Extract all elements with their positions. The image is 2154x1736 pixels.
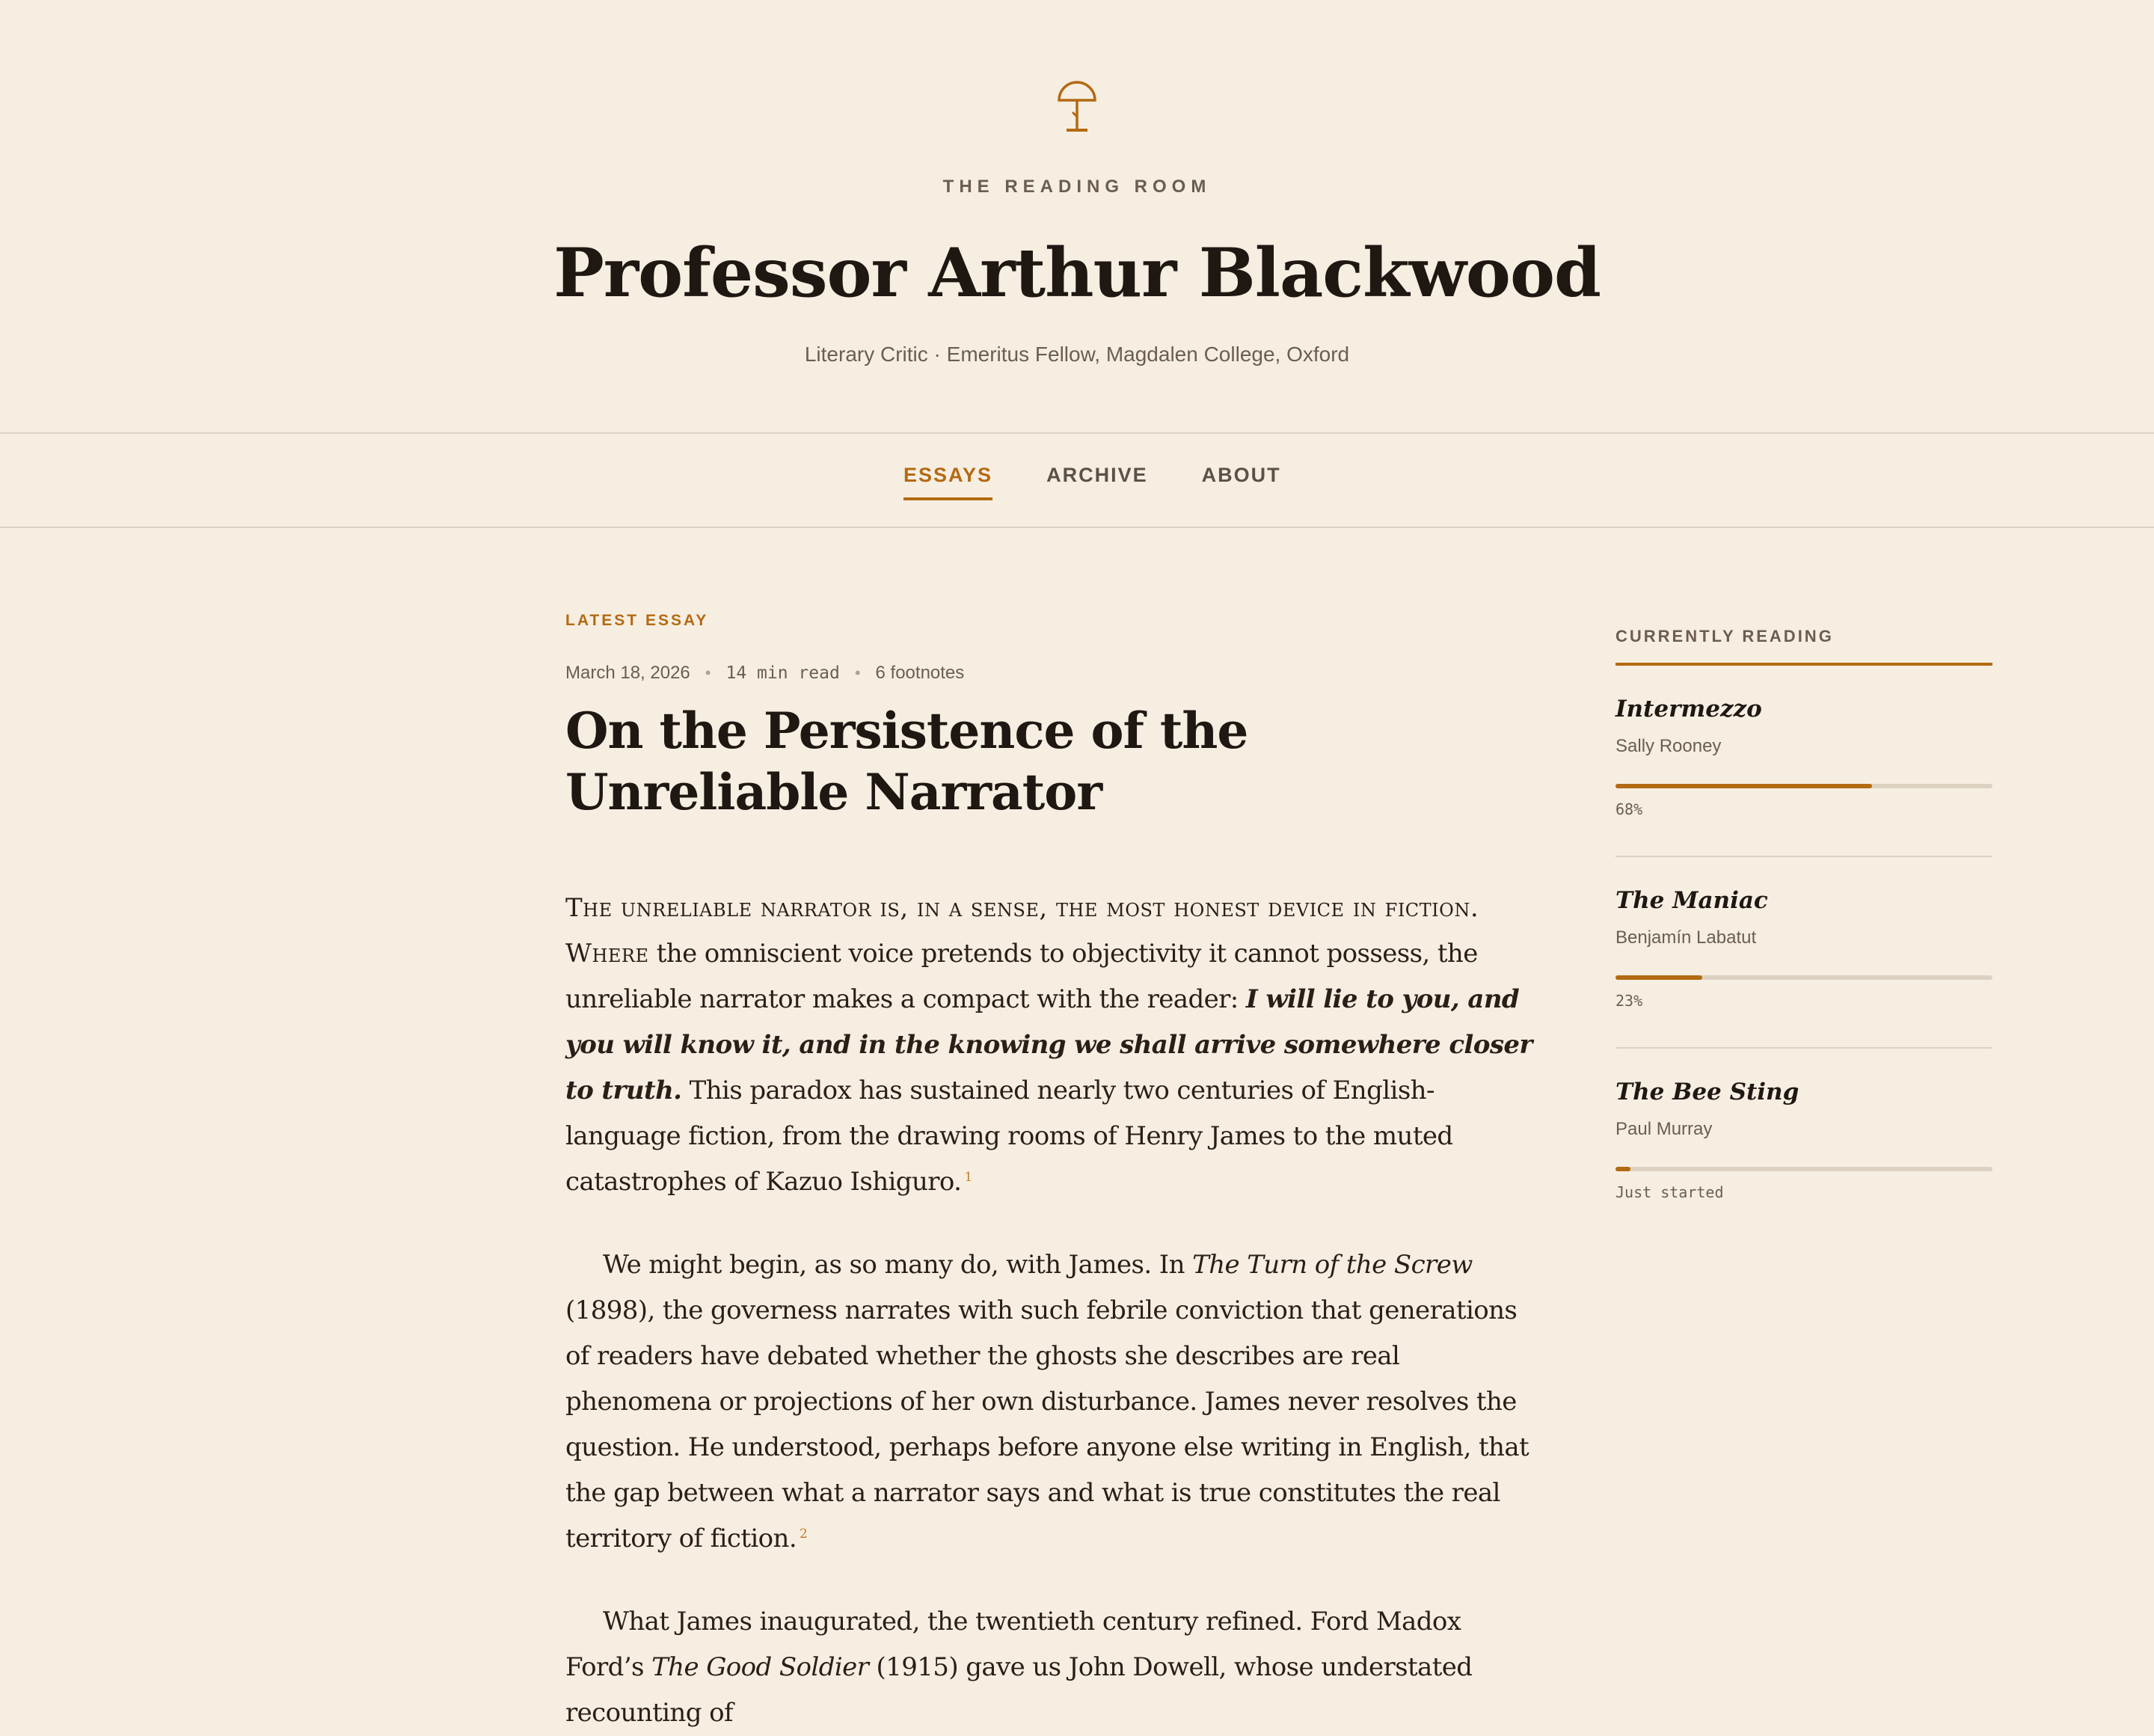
reading-item[interactable] [1616,857,1992,1049]
site-kicker: THE READING ROOM [942,177,1212,197]
emphasis: I will lie to you, and you will know it, and in the knowing we shall arrive somewhere closer to truth. [565,984,1532,1105]
essay-meta [565,663,1538,684]
nav-about[interactable]: ABOUT [1201,464,1281,486]
book-author: Sally Rooney [1616,736,1722,756]
progress-bar [1616,784,1992,788]
latest-essay [565,598,1538,1736]
essay-date: March 18, 2026 [565,663,690,683]
sidebar-heading: CURRENTLY READING [1616,613,1992,666]
footnote-ref[interactable]: 2 [800,1526,808,1542]
essay-eyebrow: LATEST ESSAY [565,612,709,629]
book-author: Paul Murray [1616,1119,1713,1139]
essay-paragraph: What James inaugurated, the twentieth century refined. Ford Madox Ford’s The Good Soldier (1915) gave us John Dowell, whose understated recounting of [565,1607,1473,1728]
progress-bar [1616,1167,1992,1171]
essay-paragraph: We might begin, as so many do, with James. In The Turn of the Screw (1898), the governess narrates with such febrile conviction that generations of readers have debated whether the ghosts she describes are real phenomena or projections of her own disturbance. James never resolves the question. He understood, perhaps before anyone else writing in English, that the gap between what a narrator says and what is true constitutes the real territory of fiction. $^2$ [565,1250,1529,1553]
nav-essays[interactable]: ESSAYS [903,464,992,500]
book-title: Intermezzo [1616,696,1762,723]
meta-separator: • [854,663,861,682]
main-nav [0,432,2154,528]
lead-in: The unreliable narrator is, in a sense, the most honest device in fiction. Where [565,893,1479,969]
site-title[interactable]: Professor Arthur Blackwood [553,233,1601,313]
progress-fill [1616,1167,1630,1171]
progress-bar [1616,975,1992,980]
reading-item[interactable] [1616,666,1992,857]
essay-title[interactable]: On the Persistence of the Unreliable Narrator [565,702,1248,821]
progress-label: 68% [1616,800,1643,818]
book-title: The Maniac [1616,887,1768,914]
book-title: The Bee Sting [1616,1079,1799,1105]
book-title: The Turn of the Screw [1192,1250,1473,1280]
progress-fill [1616,975,1702,980]
progress-label: 23% [1616,992,1643,1010]
reading-item[interactable] [1616,1049,1992,1239]
meta-separator: • [705,663,711,682]
site-subtitle: Literary Critic · Emeritus Fellow, Magdalen College, Oxford [804,343,1350,366]
essay-paragraph: The unreliable narrator is, in a sense, the most honest device in fiction. Where the omniscient voice pretends to objectivity it cannot possess, the unreliable narrator makes a compact with the reader: I will lie to you, and you will know it, and in the knowing we shall arrive somewhere closer to truth. This paradox has sustained nearly two centuries of English-language fiction, from the drawing rooms of Henry James to the muted catastrophes of Kazuo Ishiguro. $^1$ [565,893,1532,1197]
essay-footnote-count[interactable]: 6 footnotes [875,663,965,683]
book-title: The Good Soldier [651,1652,869,1682]
nav-archive[interactable]: ARCHIVE [1046,464,1148,486]
footnote-ref[interactable]: 1 [964,1169,972,1185]
essay-body [565,886,1538,1736]
site-header [0,0,2154,432]
book-author: Benjamín Labatut [1616,927,1757,948]
progress-label: Just started [1616,1183,1724,1201]
progress-fill [1616,784,1872,788]
currently-reading-sidebar [1616,613,1992,1239]
desk-lamp-icon [1055,78,1099,135]
essay-read-time: 14 min read [725,663,840,683]
